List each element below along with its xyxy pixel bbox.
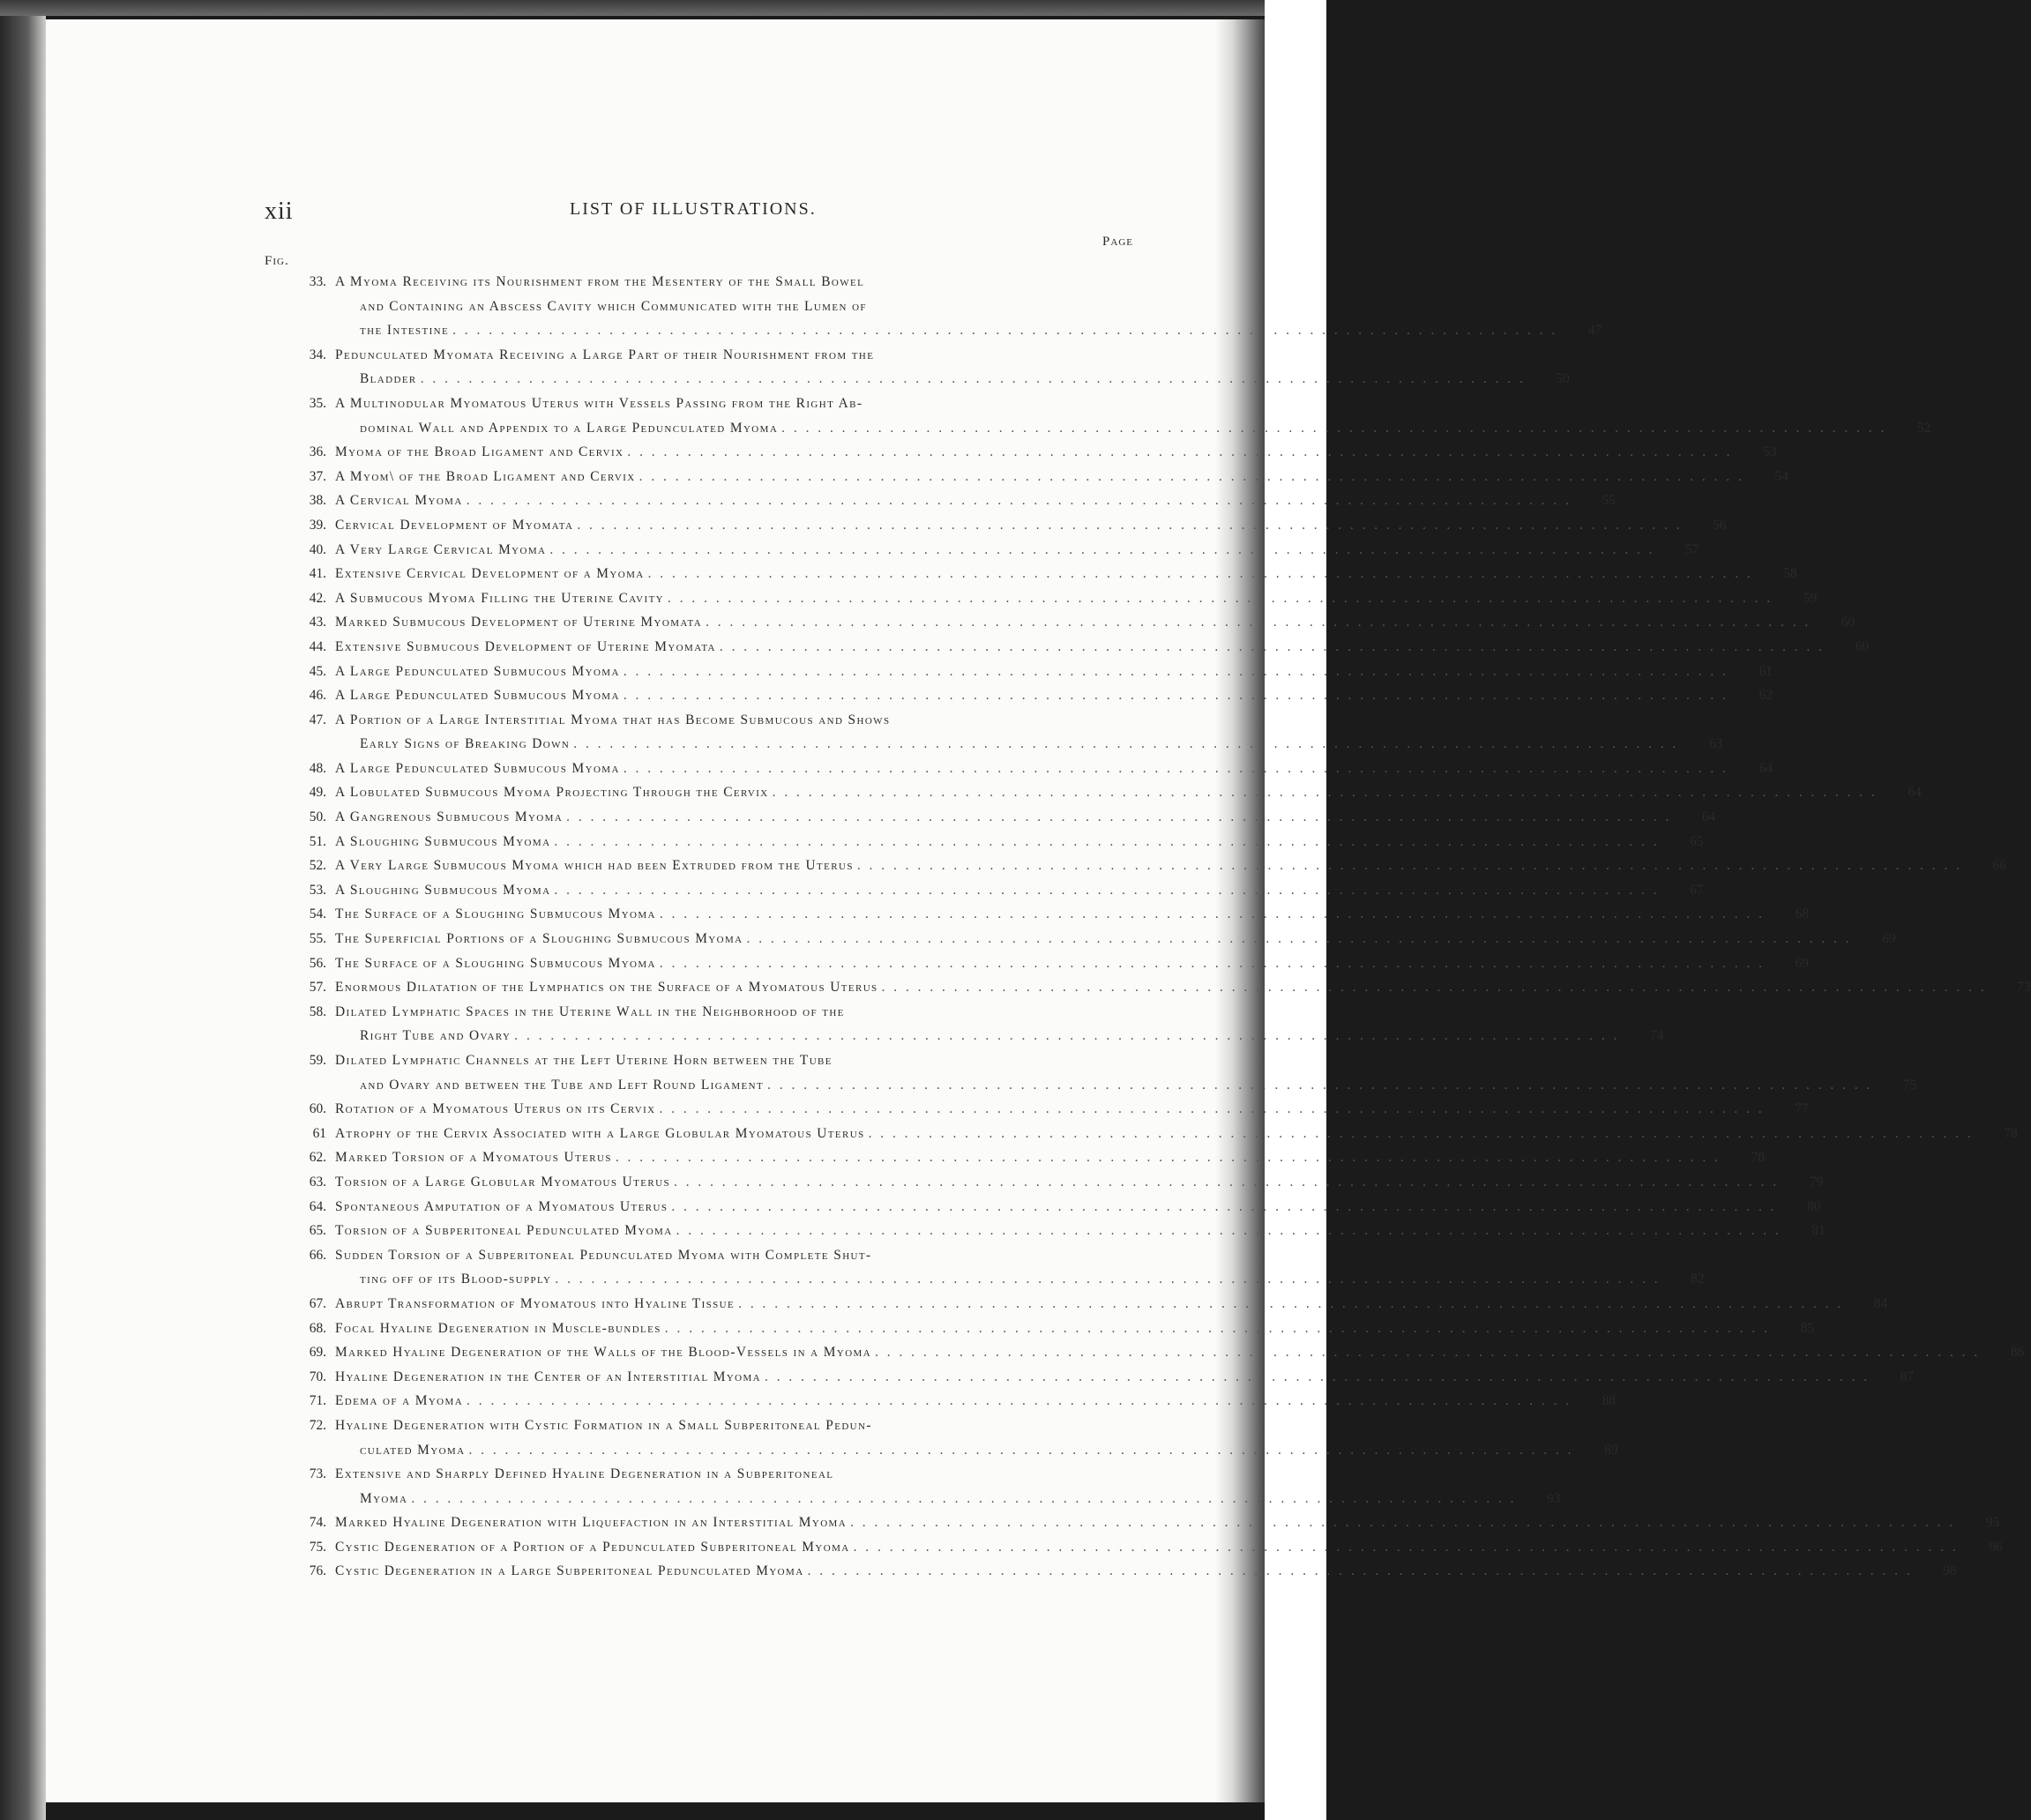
dot-leader [857, 854, 1962, 878]
page-number: xii [265, 198, 294, 225]
dot-leader [660, 1097, 1765, 1122]
caption-line: and Containing an Abscess Cavity which Communicated with the Lumen of [360, 298, 867, 314]
caption-line: Cystic Degeneration of a Portion of a Pedunculated Subperitoneal Myoma [335, 1539, 850, 1555]
figure-number: 52. [309, 858, 326, 874]
caption-line: A Sloughing Submucous Myoma [335, 833, 551, 849]
list-item [265, 392, 1931, 440]
figure-number: 43. [309, 615, 326, 630]
dot-leader [514, 1024, 1619, 1048]
list-item [265, 1535, 2003, 1560]
figure-caption [335, 1122, 1974, 1146]
figure-number: 60. [309, 1101, 326, 1117]
page-reference: 55 [1602, 493, 1616, 509]
caption-line: Bladder [360, 371, 417, 387]
dot-leader [555, 1267, 1660, 1292]
dot-leader [773, 780, 1878, 805]
list-item [265, 1170, 1824, 1195]
caption-line: The Surface of a Sloughing Submucous Myoma [335, 906, 656, 922]
caption-line: dominal Wall and Appendix to a Large Pedunculated Myoma [360, 420, 779, 436]
figure-caption [335, 343, 1526, 392]
caption-line: Cystic Degeneration in a Large Subperitoneal Pedunculated Myoma [335, 1563, 804, 1579]
page-reference: 80 [1807, 1198, 1821, 1214]
caption-line: Marked Submucous Development of Uterine Myomata [335, 615, 703, 630]
page-reference: 78 [1751, 1150, 1765, 1166]
figure-number: 70. [309, 1369, 326, 1384]
dot-leader [411, 1487, 1516, 1511]
list-item [265, 610, 1856, 635]
page-reference: 78 [2004, 1125, 2018, 1141]
figure-number: 39. [309, 517, 326, 533]
figure-number: 64. [309, 1198, 326, 1214]
dot-leader [467, 489, 1572, 513]
caption-line: Spontaneous Amputation of a Myomatous Uterus [335, 1198, 668, 1214]
figure-caption [335, 1317, 1770, 1341]
list-item [265, 1000, 1664, 1048]
figure-caption [335, 902, 1765, 927]
figure-number: 65. [309, 1223, 326, 1239]
page-reference: 67 [1690, 882, 1704, 898]
caption-line: the Intestine [360, 323, 450, 339]
list-item [265, 343, 1570, 392]
figure-number: 37. [309, 468, 326, 484]
list-item [265, 586, 1818, 611]
page-reference: 87 [1900, 1369, 1915, 1384]
figure-caption [335, 270, 1557, 343]
figure-caption [335, 465, 1744, 489]
page-reference: 82 [1691, 1272, 1705, 1287]
list-item [265, 708, 1723, 757]
figure-caption [335, 1243, 1661, 1292]
list-item [265, 1292, 1888, 1317]
figure-caption [335, 1145, 1721, 1170]
figure-caption [335, 562, 1753, 586]
page-reference: 98 [1943, 1563, 1957, 1579]
page-reference: 50 [1556, 371, 1570, 387]
figure-number: 41. [309, 566, 326, 582]
page-reference: 96 [1989, 1539, 2003, 1555]
figure-caption [335, 1048, 1872, 1097]
figure-caption [335, 927, 1852, 951]
dot-leader [549, 538, 1654, 563]
figure-caption [335, 1000, 1619, 1048]
page-reference: 75 [1902, 1077, 1917, 1093]
page-title: LIST OF ILLUSTRATIONS. [570, 199, 817, 219]
list-item [265, 854, 2006, 878]
list-item [265, 1413, 1618, 1462]
figure-caption [335, 610, 1811, 635]
scan-left-gutter [0, 16, 46, 1820]
column-headings [265, 235, 1133, 270]
figure-caption [335, 660, 1729, 684]
dot-leader [554, 830, 1659, 854]
figure-number: 73. [309, 1466, 326, 1482]
list-item [265, 562, 1797, 586]
dot-leader [573, 732, 1678, 757]
page-reference: 58 [1783, 566, 1797, 582]
list-item [265, 440, 1777, 465]
figure-number: 50. [309, 809, 326, 825]
caption-line: Marked Hyaline Degeneration of the Walls of the Blood-Vessels in a Myoma [335, 1345, 872, 1361]
figure-column-label: Fig. [265, 254, 289, 268]
figure-caption [335, 538, 1655, 563]
figure-caption [335, 1389, 1572, 1413]
list-item [265, 1559, 1957, 1584]
figure-number: 69. [309, 1345, 326, 1361]
figure-caption [335, 513, 1682, 538]
caption-line: Dilated Lymphatic Spaces in the Uterine Wall in the Neighborhood of the [335, 1003, 845, 1019]
list-item [265, 951, 1810, 976]
figure-number: 76. [309, 1563, 326, 1579]
figure-caption [335, 757, 1729, 781]
page-reference: 86 [2010, 1345, 2025, 1361]
dot-leader [808, 1559, 1913, 1584]
dot-leader [421, 367, 1526, 392]
page-reference: 88 [1602, 1393, 1617, 1409]
caption-line: Torsion of a Large Globular Myomatous Uterus [335, 1174, 671, 1190]
list-item [265, 465, 1788, 489]
list-item [265, 757, 1773, 781]
caption-line: Edema of a Myoma [335, 1393, 464, 1409]
list-item [265, 975, 2031, 1000]
page-reference: 73 [2017, 980, 2031, 996]
caption-line: Pedunculated Myomata Receiving a Large Part of their Nourishment from the [335, 347, 875, 362]
page-reference: 62 [1758, 688, 1773, 704]
page-reference: 56 [1713, 517, 1727, 533]
dot-leader [869, 1122, 1974, 1146]
list-item [265, 878, 1704, 903]
caption-line: A Gangrenous Submucous Myoma [335, 809, 564, 825]
list-item [265, 830, 1704, 854]
list-item [265, 683, 1773, 708]
caption-line: Sudden Torsion of a Subperitoneal Pedunculated Myoma with Complete Shut- [335, 1247, 872, 1263]
list-item [265, 805, 1716, 830]
figure-caption [335, 1340, 1980, 1365]
page-reference: 57 [1685, 541, 1699, 557]
figure-number: 46. [309, 688, 326, 704]
figure-caption [335, 440, 1733, 465]
figure-number: 54. [309, 906, 326, 922]
page-reference: 53 [1763, 444, 1777, 460]
figure-caption [335, 1462, 1516, 1510]
dot-leader [668, 586, 1773, 611]
figure-number: 67. [309, 1295, 326, 1311]
dot-leader [665, 1317, 1770, 1341]
dot-leader [468, 1438, 1573, 1463]
list-item [265, 270, 1602, 343]
figure-number: 33. [309, 274, 326, 289]
caption-line: A Lobulated Submucous Myoma Projecting Through the Cervix [335, 785, 769, 801]
page-reference: 77 [1795, 1101, 1809, 1117]
page-reference: 84 [1873, 1295, 1888, 1311]
figure-number: 45. [309, 663, 326, 679]
list-item [265, 927, 1896, 951]
dot-leader [747, 927, 1852, 951]
dot-leader [676, 1219, 1781, 1243]
page-reference: 60 [1855, 638, 1870, 654]
dot-leader [765, 1365, 1870, 1390]
dot-leader [623, 683, 1729, 708]
figure-number: 56. [309, 955, 326, 971]
list-item [265, 1145, 1765, 1170]
figure-caption [335, 489, 1572, 513]
list-item [265, 1243, 1705, 1292]
page-reference: 64 [1701, 809, 1716, 825]
figure-number: 62. [309, 1150, 326, 1166]
list-item [265, 1510, 2000, 1535]
figure-number: 40. [309, 541, 326, 557]
dot-leader [781, 416, 1886, 441]
caption-line: Right Tube and Ovary [360, 1028, 511, 1044]
caption-line: Myoma [360, 1490, 408, 1506]
caption-line: A Myoma Receiving its Nourishment from the Mesentery of the Small Bowel [335, 274, 865, 289]
caption-line: A Large Pedunculated Submucous Myoma [335, 663, 620, 679]
caption-line: The Surface of a Sloughing Submucous Myoma [335, 955, 656, 971]
figure-number: 75. [309, 1539, 326, 1555]
caption-line: Focal Hyaline Degeneration in Muscle-bundles [335, 1320, 661, 1336]
list-item [265, 1122, 2018, 1146]
page-reference: 54 [1774, 468, 1788, 484]
page-reference: 61 [1758, 663, 1773, 679]
figure-number: 66. [309, 1247, 326, 1263]
list-item [265, 1219, 1826, 1243]
page-reference: 68 [1795, 906, 1810, 922]
page-reference: 52 [1916, 420, 1931, 436]
list-item [265, 1317, 1814, 1341]
figure-caption [335, 392, 1886, 440]
dot-leader [850, 1510, 1955, 1535]
caption-line: A Myom\ of the Broad Ligament and Cervix [335, 468, 636, 484]
list-item [265, 1097, 1809, 1122]
figure-caption [335, 878, 1660, 903]
caption-line: Cervical Development of Myomata [335, 517, 574, 533]
figure-number: 44. [309, 638, 326, 654]
page-reference: 89 [1604, 1442, 1618, 1458]
figure-caption [335, 854, 1962, 878]
dot-leader [882, 975, 1987, 1000]
figure-number: 47. [309, 712, 326, 727]
list-item [265, 902, 1810, 927]
page-column-label: Page [1102, 235, 1133, 249]
dot-leader [452, 318, 1557, 343]
caption-line: and Ovary and between the Tube and Left Round Ligament [360, 1077, 765, 1093]
figure-caption [335, 975, 1987, 1000]
caption-line: The Superficial Portions of a Sloughing Submucous Myoma [335, 931, 743, 947]
caption-line: culated Myoma [360, 1442, 466, 1458]
list-item [265, 780, 1922, 805]
dot-leader [623, 757, 1729, 781]
page-reference: 63 [1709, 736, 1723, 752]
figure-number: 74. [309, 1515, 326, 1531]
page-reference: 65 [1690, 833, 1704, 849]
scan-top-edge [0, 0, 1326, 16]
page-reference: 47 [1587, 323, 1602, 339]
caption-line: A Portion of a Large Interstitial Myoma that has Become Submucous and Shows [335, 712, 891, 727]
figure-number: 55. [309, 931, 326, 947]
figure-caption [335, 805, 1671, 830]
dot-leader [660, 951, 1765, 976]
dot-leader [706, 610, 1811, 635]
list-item [265, 1340, 2025, 1365]
list-item [265, 635, 1870, 660]
page-reference: 95 [1985, 1515, 2000, 1531]
dot-leader [627, 440, 1732, 465]
page-reference: 85 [1800, 1320, 1814, 1336]
dot-leader [467, 1389, 1572, 1413]
figure-caption [335, 635, 1825, 660]
caption-line: Enormous Dilatation of the Lymphatics on the Surface of a Myomatous Uterus [335, 980, 878, 996]
caption-line: A Very Large Cervical Myoma [335, 541, 547, 557]
caption-line: A Large Pedunculated Submucous Myoma [335, 760, 620, 776]
dot-leader [623, 660, 1729, 684]
caption-line: Hyaline Degeneration with Cystic Formation in a Small Subperitoneal Pedun- [335, 1417, 872, 1433]
dot-leader [671, 1195, 1776, 1220]
list-item [265, 1389, 1617, 1413]
figure-number: 72. [309, 1417, 326, 1433]
caption-line: Extensive Cervical Development of a Myoma [335, 566, 645, 582]
figure-caption [335, 1170, 1779, 1195]
dot-leader [738, 1292, 1843, 1317]
dot-leader [767, 1073, 1872, 1098]
figure-number: 51. [309, 833, 326, 849]
caption-line: A Multinodular Myomatous Uterus with Vessels Passing from the Right Ab- [335, 395, 863, 411]
caption-line: Torsion of a Subperitoneal Pedunculated Myoma [335, 1223, 673, 1239]
page-reference: 79 [1809, 1174, 1824, 1190]
caption-line: A Cervical Myoma [335, 493, 463, 509]
list-item [265, 538, 1699, 563]
dot-leader [854, 1535, 1959, 1560]
page-reference: 81 [1811, 1223, 1826, 1239]
figure-caption [335, 1413, 1574, 1462]
caption-line: Marked Hyaline Degeneration with Liquefaction in an Interstitial Myoma [335, 1515, 847, 1531]
figure-number: 38. [309, 493, 326, 509]
page-reference: 64 [1908, 785, 1922, 801]
figure-caption [335, 1097, 1765, 1122]
list-item [265, 1048, 1917, 1097]
dot-leader [554, 878, 1659, 903]
figure-caption [335, 586, 1773, 611]
caption-line: Early Signs of Breaking Down [360, 736, 571, 752]
figure-caption [335, 1365, 1870, 1390]
figure-number: 71. [309, 1393, 326, 1409]
caption-line: A Submucous Myoma Filling the Uterine Cavity [335, 590, 665, 606]
page-reference: 59 [1803, 590, 1818, 606]
list-item [265, 1365, 1915, 1390]
figure-caption [335, 683, 1729, 708]
figure-number: 53. [309, 882, 326, 898]
page-reference: 64 [1758, 760, 1773, 776]
caption-line: Marked Torsion of a Myomatous Uterus [335, 1150, 612, 1166]
caption-line: Myoma of the Broad Ligament and Cervix [335, 444, 624, 460]
figure-caption [335, 1292, 1843, 1317]
figure-caption [335, 1510, 1955, 1535]
page-reference: 93 [1547, 1490, 1561, 1506]
figure-caption [335, 1535, 1959, 1560]
figure-number: 58. [309, 1003, 326, 1019]
figure-number: 34. [309, 347, 326, 362]
dot-leader [577, 513, 1682, 538]
caption-line: Hyaline Degeneration in the Center of an Interstitial Myoma [335, 1369, 762, 1384]
figure-caption [335, 1219, 1781, 1243]
page-reference: 69 [1795, 955, 1810, 971]
figure-number: 49. [309, 785, 326, 801]
caption-line: Extensive Submucous Development of Uterine Myomata [335, 638, 716, 654]
dot-leader [674, 1170, 1779, 1195]
caption-line: ting off of its Blood-supply [360, 1272, 552, 1287]
figure-number: 48. [309, 760, 326, 776]
dot-leader [639, 465, 1744, 489]
figure-number: 59. [309, 1053, 326, 1068]
figure-caption [335, 1559, 1913, 1584]
page-reference: 66 [1992, 858, 2006, 874]
caption-line: Abrupt Transformation of Myomatous into Hyaline Tissue [335, 1295, 735, 1311]
list-item [265, 1195, 1821, 1220]
list-item [265, 1462, 1561, 1510]
dot-leader [566, 805, 1671, 830]
figure-number: 63. [309, 1174, 326, 1190]
caption-line: A Very Large Submucous Myoma which had been Extruded from the Uterus [335, 858, 854, 874]
figure-number: 61 [312, 1125, 326, 1141]
figure-caption [335, 1195, 1776, 1220]
figure-number: 68. [309, 1320, 326, 1336]
caption-line: Atrophy of the Cervix Associated with a Large Globular Myomatous Uterus [335, 1125, 865, 1141]
dot-leader [616, 1145, 1721, 1170]
page-reference: 69 [1882, 931, 1896, 947]
running-head [265, 198, 1129, 228]
figure-number: 42. [309, 590, 326, 606]
caption-line: A Sloughing Submucous Myoma [335, 882, 551, 898]
page-reference: 60 [1841, 615, 1856, 630]
list-item [265, 489, 1616, 513]
figure-caption [335, 951, 1765, 976]
illustrations-list [265, 270, 2031, 1584]
caption-line: A Large Pedunculated Submucous Myoma [335, 688, 620, 704]
figure-number: 57. [309, 980, 326, 996]
dot-leader [648, 562, 1753, 586]
figure-number: 35. [309, 395, 326, 411]
caption-line: Dilated Lymphatic Channels at the Left Uterine Horn between the Tube [335, 1053, 833, 1068]
figure-caption [335, 708, 1678, 757]
figure-caption [335, 780, 1878, 805]
list-item [265, 660, 1773, 684]
dot-leader [720, 635, 1825, 660]
dot-leader [875, 1340, 1980, 1365]
dot-leader [660, 902, 1765, 927]
caption-line: Rotation of a Myomatous Uterus on its Cervix [335, 1101, 656, 1117]
list-item [265, 513, 1727, 538]
caption-line: Extensive and Sharply Defined Hyaline Degeneration in a Subperitoneal [335, 1466, 834, 1482]
figure-caption [335, 830, 1660, 854]
figure-number: 36. [309, 444, 326, 460]
page-reference: 74 [1650, 1028, 1664, 1044]
